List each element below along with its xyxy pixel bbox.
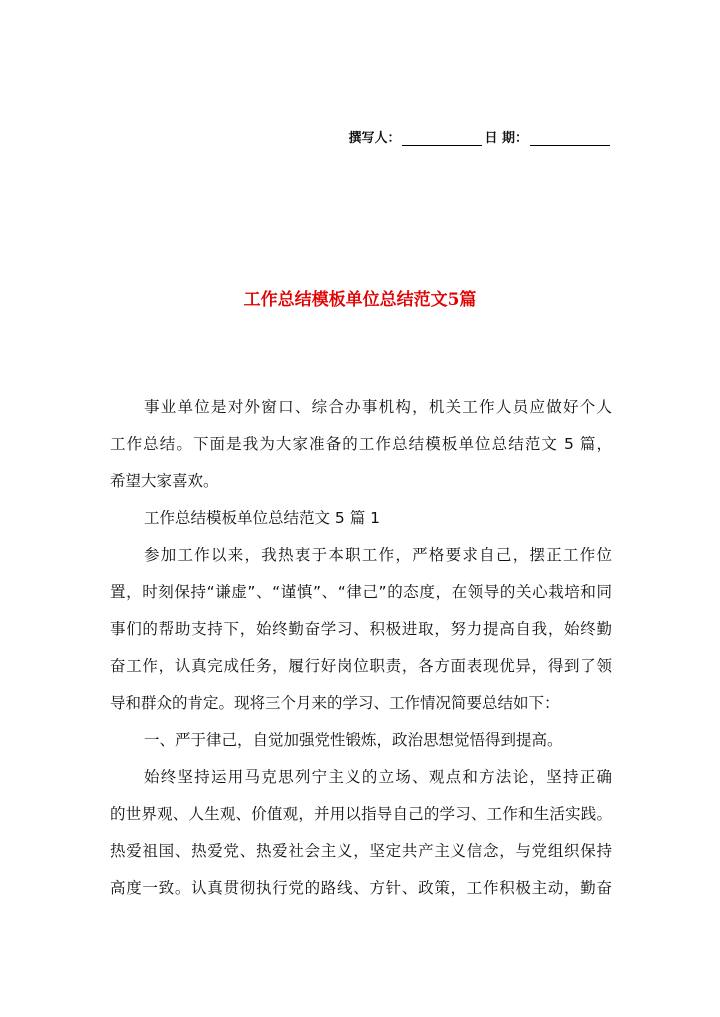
author-label: 撰写人： (348, 131, 401, 146)
author-blank (402, 131, 482, 146)
document-title: 工作总结模板单位总结范文5篇 (243, 290, 477, 310)
text-line: 事们的帮助支持下，始终勤奋学习、积极进取，努力提高自我，始终勤 (110, 620, 612, 638)
date-blank (530, 131, 610, 146)
text-line: 希望大家喜欢。 (110, 472, 219, 490)
author-date-line (348, 127, 612, 146)
text-line: 的世界观、人生观、价值观，并用以指导自己的学习、工作和生活实践。 (110, 805, 612, 823)
text-line: 置，时刻保持“谦虚”、“谨慎”、“律己”的态度，在领导的关心栽培和同 (110, 583, 612, 601)
text-line: 奋工作，认真完成任务，履行好岗位职责，各方面表现优异，得到了领 (110, 657, 612, 675)
text-line: 一、严于律己，自觉加强党性锻炼，政治思想觉悟得到提高。 (144, 731, 563, 749)
text-line: 导和群众的肯定。现将三个月来的学习、工作情况简要总结如下： (110, 694, 560, 712)
text-line: 始终坚持运用马克思列宁主义的立场、观点和方法论，坚持正确 (144, 768, 612, 786)
date-label: 日 期： (484, 131, 528, 146)
text-line: 工作总结模板单位总结范文 5 篇 1 (144, 509, 381, 527)
text-line: 高度一致。认真贯彻执行党的路线、方针、政策，工作积极主动，勤奋 (110, 879, 612, 897)
text-line: 工作总结。下面是我为大家准备的工作总结模板单位总结范文 5 篇， (110, 435, 612, 453)
document-body (110, 394, 612, 912)
text-line: 事业单位是对外窗口、综合办事机构，机关工作人员应做好个人 (144, 398, 612, 416)
text-line: 热爱祖国、热爱党、热爱社会主义，坚定共产主义信念，与党组织保持 (110, 842, 612, 860)
text-line: 参加工作以来，我热衷于本职工作，严格要求自己，摆正工作位 (144, 546, 612, 564)
